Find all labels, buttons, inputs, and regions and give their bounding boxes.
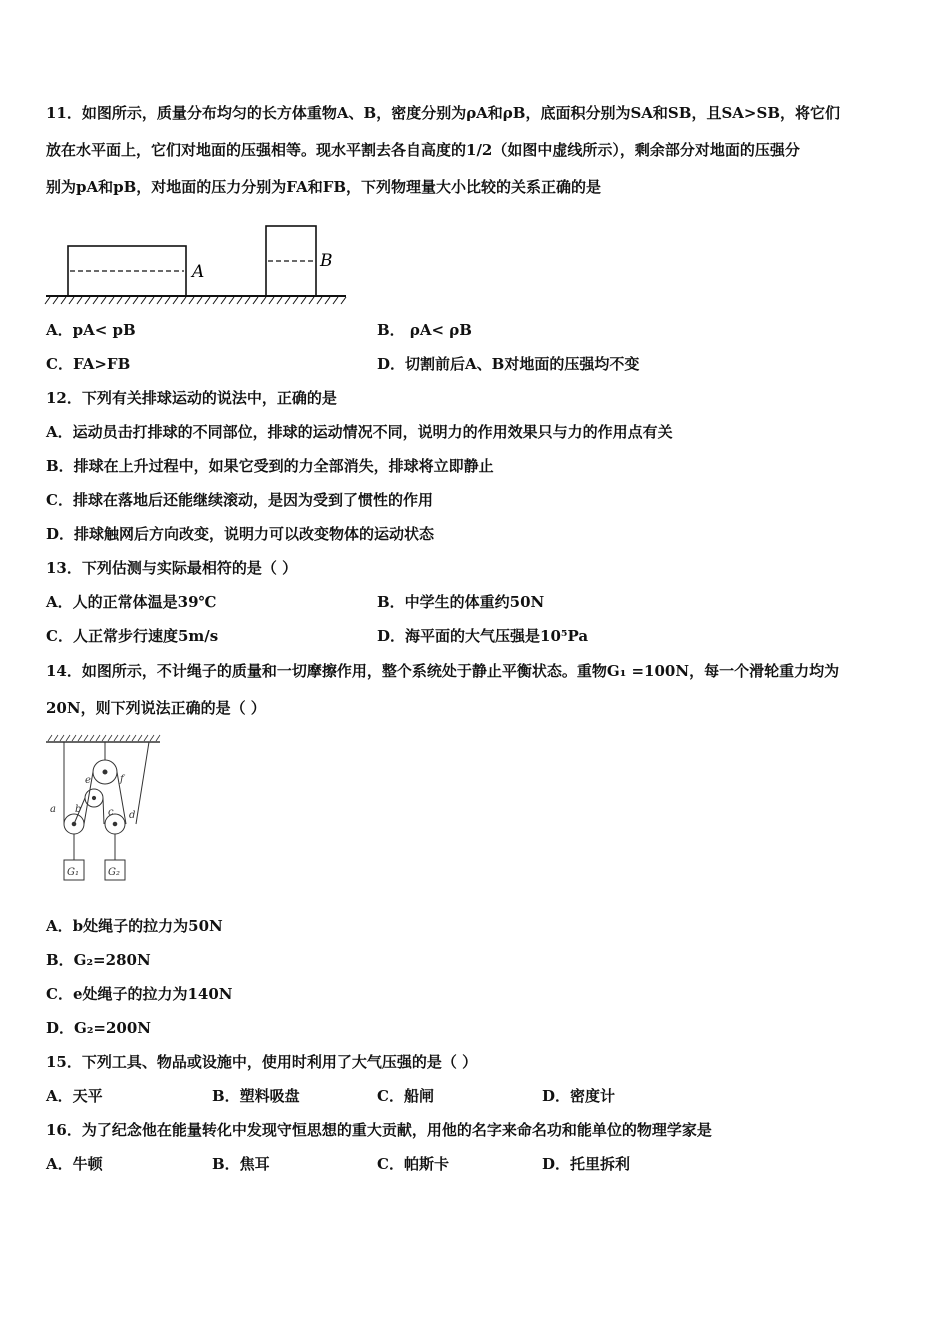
q14-pulley-figure (44, 732, 162, 884)
q14-stem-line1: 14．如图所示，不计绳子的质量和一切摩擦作用，整个系统处于静止平衡状态。重物G₁ =100N，每一个滑轮重力均为 (46, 662, 840, 680)
q11-option-c: C．FA>FB (46, 355, 131, 373)
q11-option-d: D．切割前后A、B对地面的压强均不变 (377, 355, 640, 373)
q15-option-c: C．船闸 (377, 1087, 434, 1105)
q15-stem: 15．下列工具、物品或设施中，使用时利用了大气压强的是（ ） (46, 1053, 478, 1071)
q14-label-d: d (129, 810, 136, 821)
q13-option-b: B．中学生的体重约50N (377, 593, 545, 611)
q14-label-a: a (50, 804, 56, 815)
q11-label-b: B (320, 251, 333, 271)
q14-stem-line2: 20N，则下列说法正确的是（ ） (46, 699, 266, 717)
q14-label-c: c (108, 807, 114, 818)
q16-option-b: B．焦耳 (212, 1155, 270, 1173)
q15-option-b: B．塑料吸盘 (212, 1087, 300, 1105)
q14-label-g1: G₁ (67, 867, 79, 878)
q11-option-b: B． ρA< ρB (377, 321, 472, 339)
q15-option-d: D．密度计 (542, 1087, 616, 1105)
q11-stem-line2: 放在水平面上，它们对地面的压强相等。现水平割去各自高度的1/2（如图中虚线所示），剩余部分对地面的压强分 (46, 141, 800, 159)
q14-label-g2: G₂ (108, 867, 120, 878)
q13-option-c: C．人正常步行速度5m/s (46, 627, 219, 645)
q12-stem: 12．下列有关排球运动的说法中，正确的是 (46, 389, 337, 407)
q16-option-d: D．托里拆利 (542, 1155, 631, 1173)
q11-blocks-figure (44, 222, 350, 306)
q14-label-f: f (120, 774, 124, 785)
q11-option-a: A．pA< pB (46, 321, 136, 339)
q14-option-a: A．b处绳子的拉力为50N (46, 917, 223, 935)
q14-label-e: e (85, 775, 91, 786)
q14-label-b: b (75, 804, 82, 815)
q12-option-c: C．排球在落地后还能继续滚动，是因为受到了惯性的作用 (46, 491, 433, 509)
q15-option-a: A．天平 (46, 1087, 103, 1105)
q11-stem-line3: 别为pA和pB，对地面的压力分别为FA和FB，下列物理量大小比较的关系正确的是 (46, 178, 602, 196)
q12-option-b: B．排球在上升过程中，如果它受到的力全部消失，排球将立即静止 (46, 457, 494, 475)
q14-option-d: D．G₂=200N (46, 1019, 151, 1037)
q16-option-c: C．帕斯卡 (377, 1155, 449, 1173)
q16-stem: 16．为了纪念他在能量转化中发现守恒思想的重大贡献，用他的名字来命名功和能单位的物理学家是 (46, 1121, 712, 1139)
q16-option-a: A．牛顿 (46, 1155, 103, 1173)
q13-stem: 13．下列估测与实际最相符的是（ ） (46, 559, 298, 577)
q11-stem-line1: 11．如图所示，质量分布均匀的长方体重物A、B，密度分别为ρA和ρB，底面积分别为SA和SB，且SA>SB，将它们 (46, 104, 840, 122)
q14-option-b: B．G₂=280N (46, 951, 151, 969)
q14-option-c: C．e处绳子的拉力为140N (46, 985, 233, 1003)
q13-option-a: A．人的正常体温是39℃ (46, 593, 217, 611)
q11-label-a: A (192, 262, 205, 282)
q13-option-d: D．海平面的大气压强是10⁵Pa (377, 627, 589, 645)
q12-option-d: D．排球触网后方向改变，说明力可以改变物体的运动状态 (46, 525, 435, 543)
q12-option-a: A．运动员击打排球的不同部位，排球的运动情况不同，说明力的作用效果只与力的作用点有关 (46, 423, 673, 441)
